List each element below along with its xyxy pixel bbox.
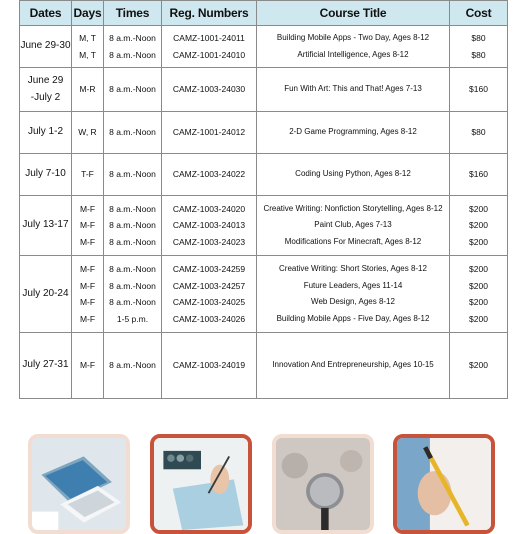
days-text: M-F	[79, 360, 96, 371]
reg-number-text: CAMZ-1003-24020	[172, 203, 246, 214]
course-title-cell	[257, 333, 450, 399]
table-row	[20, 154, 508, 196]
header-cost: Cost	[450, 1, 508, 26]
table-row	[20, 256, 508, 333]
times-cell	[104, 154, 162, 196]
cost-cell	[450, 196, 508, 256]
reg-number-text: CAMZ-1001-24010	[172, 49, 246, 60]
times-text: 8 a.m.-Noon	[109, 220, 156, 231]
cost-text: $200	[469, 313, 488, 324]
days-text: T-F	[81, 169, 94, 180]
pencil-writing-photo	[393, 434, 495, 534]
header-times: Times	[104, 1, 162, 26]
laptop-keyboard-photo	[28, 434, 130, 534]
course-title-text: Building Mobile Apps - Two Day, Ages 8-12	[276, 33, 430, 42]
times-cell	[104, 26, 162, 68]
reg-number-text: CAMZ-1003-24257	[172, 280, 246, 291]
header-days: Days	[72, 1, 104, 26]
days-cell	[72, 112, 104, 154]
times-text: 8 a.m.-Noon	[109, 127, 156, 138]
times-cell	[104, 112, 162, 154]
course-title-cell	[257, 26, 450, 68]
table-row	[20, 112, 508, 154]
cost-text: $80	[471, 49, 486, 60]
course-title-cell	[257, 68, 450, 112]
cost-text: $200	[469, 297, 488, 307]
microphone-photo	[272, 434, 374, 534]
course-title-text: Paint Club, Ages 7-13	[314, 220, 392, 230]
days-text: M-F	[79, 280, 96, 291]
reg-number-text: CAMZ-1001-24012	[172, 127, 246, 138]
days-text: M-F	[79, 236, 96, 247]
date-text: -July 2	[30, 91, 61, 103]
course-title-text: Fun With Art: This and That! Ages 7-13	[284, 84, 422, 94]
reg-number-text: CAMZ-1003-24026	[172, 313, 246, 324]
course-schedule-table	[19, 0, 508, 399]
course-title-text: Future Leaders, Ages 11-14	[303, 280, 403, 290]
days-text: W, R	[78, 127, 97, 138]
table-header-row	[20, 1, 508, 26]
cost-text: $80	[471, 33, 486, 43]
date-cell	[20, 26, 72, 68]
days-text: M-F	[79, 313, 96, 324]
cost-cell	[450, 68, 508, 112]
days-cell	[72, 26, 104, 68]
reg-number-cell	[162, 154, 257, 196]
cost-text: $200	[469, 264, 488, 274]
days-text: M, T	[79, 33, 96, 43]
date-cell	[20, 256, 72, 333]
course-title-text: Artificial Intelligence, Ages 8-12	[297, 49, 409, 59]
date-text: July 1-2	[27, 126, 63, 138]
reg-number-cell	[162, 256, 257, 333]
course-title-text: 2-D Game Programming, Ages 8-12	[289, 127, 417, 137]
reg-number-text: CAMZ-1001-24011	[173, 33, 245, 43]
times-cell	[104, 256, 162, 333]
date-cell	[20, 196, 72, 256]
reg-number-cell	[162, 333, 257, 399]
date-text: June 29	[27, 75, 64, 86]
cost-cell	[450, 333, 508, 399]
cost-cell	[450, 256, 508, 333]
cost-cell	[450, 26, 508, 68]
days-text: M, T	[79, 49, 96, 60]
reg-number-text: CAMZ-1003-24019	[172, 360, 246, 371]
reg-number-cell	[162, 112, 257, 154]
reg-number-cell	[162, 68, 257, 112]
date-text: July 27-31	[22, 359, 69, 371]
reg-number-text: CAMZ-1003-24025	[172, 297, 246, 307]
days-cell	[72, 256, 104, 333]
date-text: July 20-24	[22, 287, 69, 299]
course-title-cell	[257, 112, 450, 154]
days-text: M-F	[79, 297, 96, 307]
times-text: 8 a.m.-Noon	[109, 169, 156, 180]
times-text: 8 a.m.-Noon	[109, 49, 156, 60]
cost-text: $200	[469, 360, 488, 371]
cost-text: $80	[471, 127, 486, 138]
reg-number-text: CAMZ-1003-24013	[172, 220, 246, 231]
table-row	[20, 68, 508, 112]
course-title-text: Coding Using Python, Ages 8-12	[295, 169, 411, 179]
cost-cell	[450, 154, 508, 196]
reg-number-text: CAMZ-1003-24030	[172, 84, 246, 95]
reg-number-text: CAMZ-1003-24022	[172, 169, 246, 180]
reg-number-text: CAMZ-1003-24259	[172, 264, 246, 274]
times-text: 8 a.m.-Noon	[109, 84, 156, 95]
cost-text: $200	[469, 203, 488, 214]
cost-text: $200	[469, 280, 488, 291]
course-title-cell	[257, 256, 450, 333]
date-cell	[20, 112, 72, 154]
table-row	[20, 26, 508, 68]
date-text: June 29-30	[20, 40, 71, 52]
painting-brush-photo	[150, 434, 252, 534]
course-title-cell	[257, 154, 450, 196]
days-text: M-R	[79, 84, 96, 95]
reg-number-cell	[162, 196, 257, 256]
header-reg-numbers: Reg. Numbers	[162, 1, 257, 26]
reg-number-cell	[162, 26, 257, 68]
days-text: M-F	[79, 203, 96, 214]
date-text: July 7-10	[25, 168, 66, 180]
course-title-text: Modifications For Minecraft, Ages 8-12	[284, 236, 422, 246]
date-cell	[20, 154, 72, 196]
times-cell	[104, 196, 162, 256]
times-text: 8 a.m.-Noon	[109, 33, 156, 43]
days-text: M-F	[79, 220, 96, 231]
times-text: 8 a.m.-Noon	[109, 360, 156, 371]
course-title-text: Creative Writing: Nonfiction Storytelling, Ages 8-12	[263, 203, 443, 213]
course-title-text: Building Mobile Apps - Five Day, Ages 8-12	[276, 313, 430, 323]
course-title-text: Web Design, Ages 8-12	[311, 297, 395, 306]
header-course-title: Course Title	[257, 1, 450, 26]
header-dates: Dates	[20, 1, 72, 26]
cost-cell	[450, 112, 508, 154]
times-text: 8 a.m.-Noon	[109, 203, 156, 214]
reg-number-text: CAMZ-1003-24023	[172, 236, 246, 247]
cost-text: $160	[469, 84, 488, 95]
cost-text: $200	[469, 236, 488, 247]
times-text: 1-5 p.m.	[116, 313, 149, 324]
course-title-text: Innovation And Entrepreneurship, Ages 10-15	[272, 360, 434, 370]
cost-text: $160	[469, 169, 488, 180]
date-text: July 13-17	[22, 219, 69, 231]
days-cell	[72, 333, 104, 399]
times-text: 8 a.m.-Noon	[109, 280, 156, 291]
times-text: 8 a.m.-Noon	[109, 236, 156, 247]
times-cell	[104, 333, 162, 399]
table-row	[20, 333, 508, 399]
course-title-text: Creative Writing: Short Stories, Ages 8-12	[279, 264, 427, 273]
table-row	[20, 196, 508, 256]
date-cell	[20, 333, 72, 399]
days-cell	[72, 68, 104, 112]
days-text: M-F	[79, 264, 96, 274]
times-cell	[104, 68, 162, 112]
cost-text: $200	[469, 220, 488, 231]
days-cell	[72, 154, 104, 196]
times-text: 8 a.m.-Noon	[109, 297, 156, 307]
date-cell	[20, 68, 72, 112]
course-title-cell	[257, 196, 450, 256]
times-text: 8 a.m.-Noon	[109, 264, 156, 274]
days-cell	[72, 196, 104, 256]
